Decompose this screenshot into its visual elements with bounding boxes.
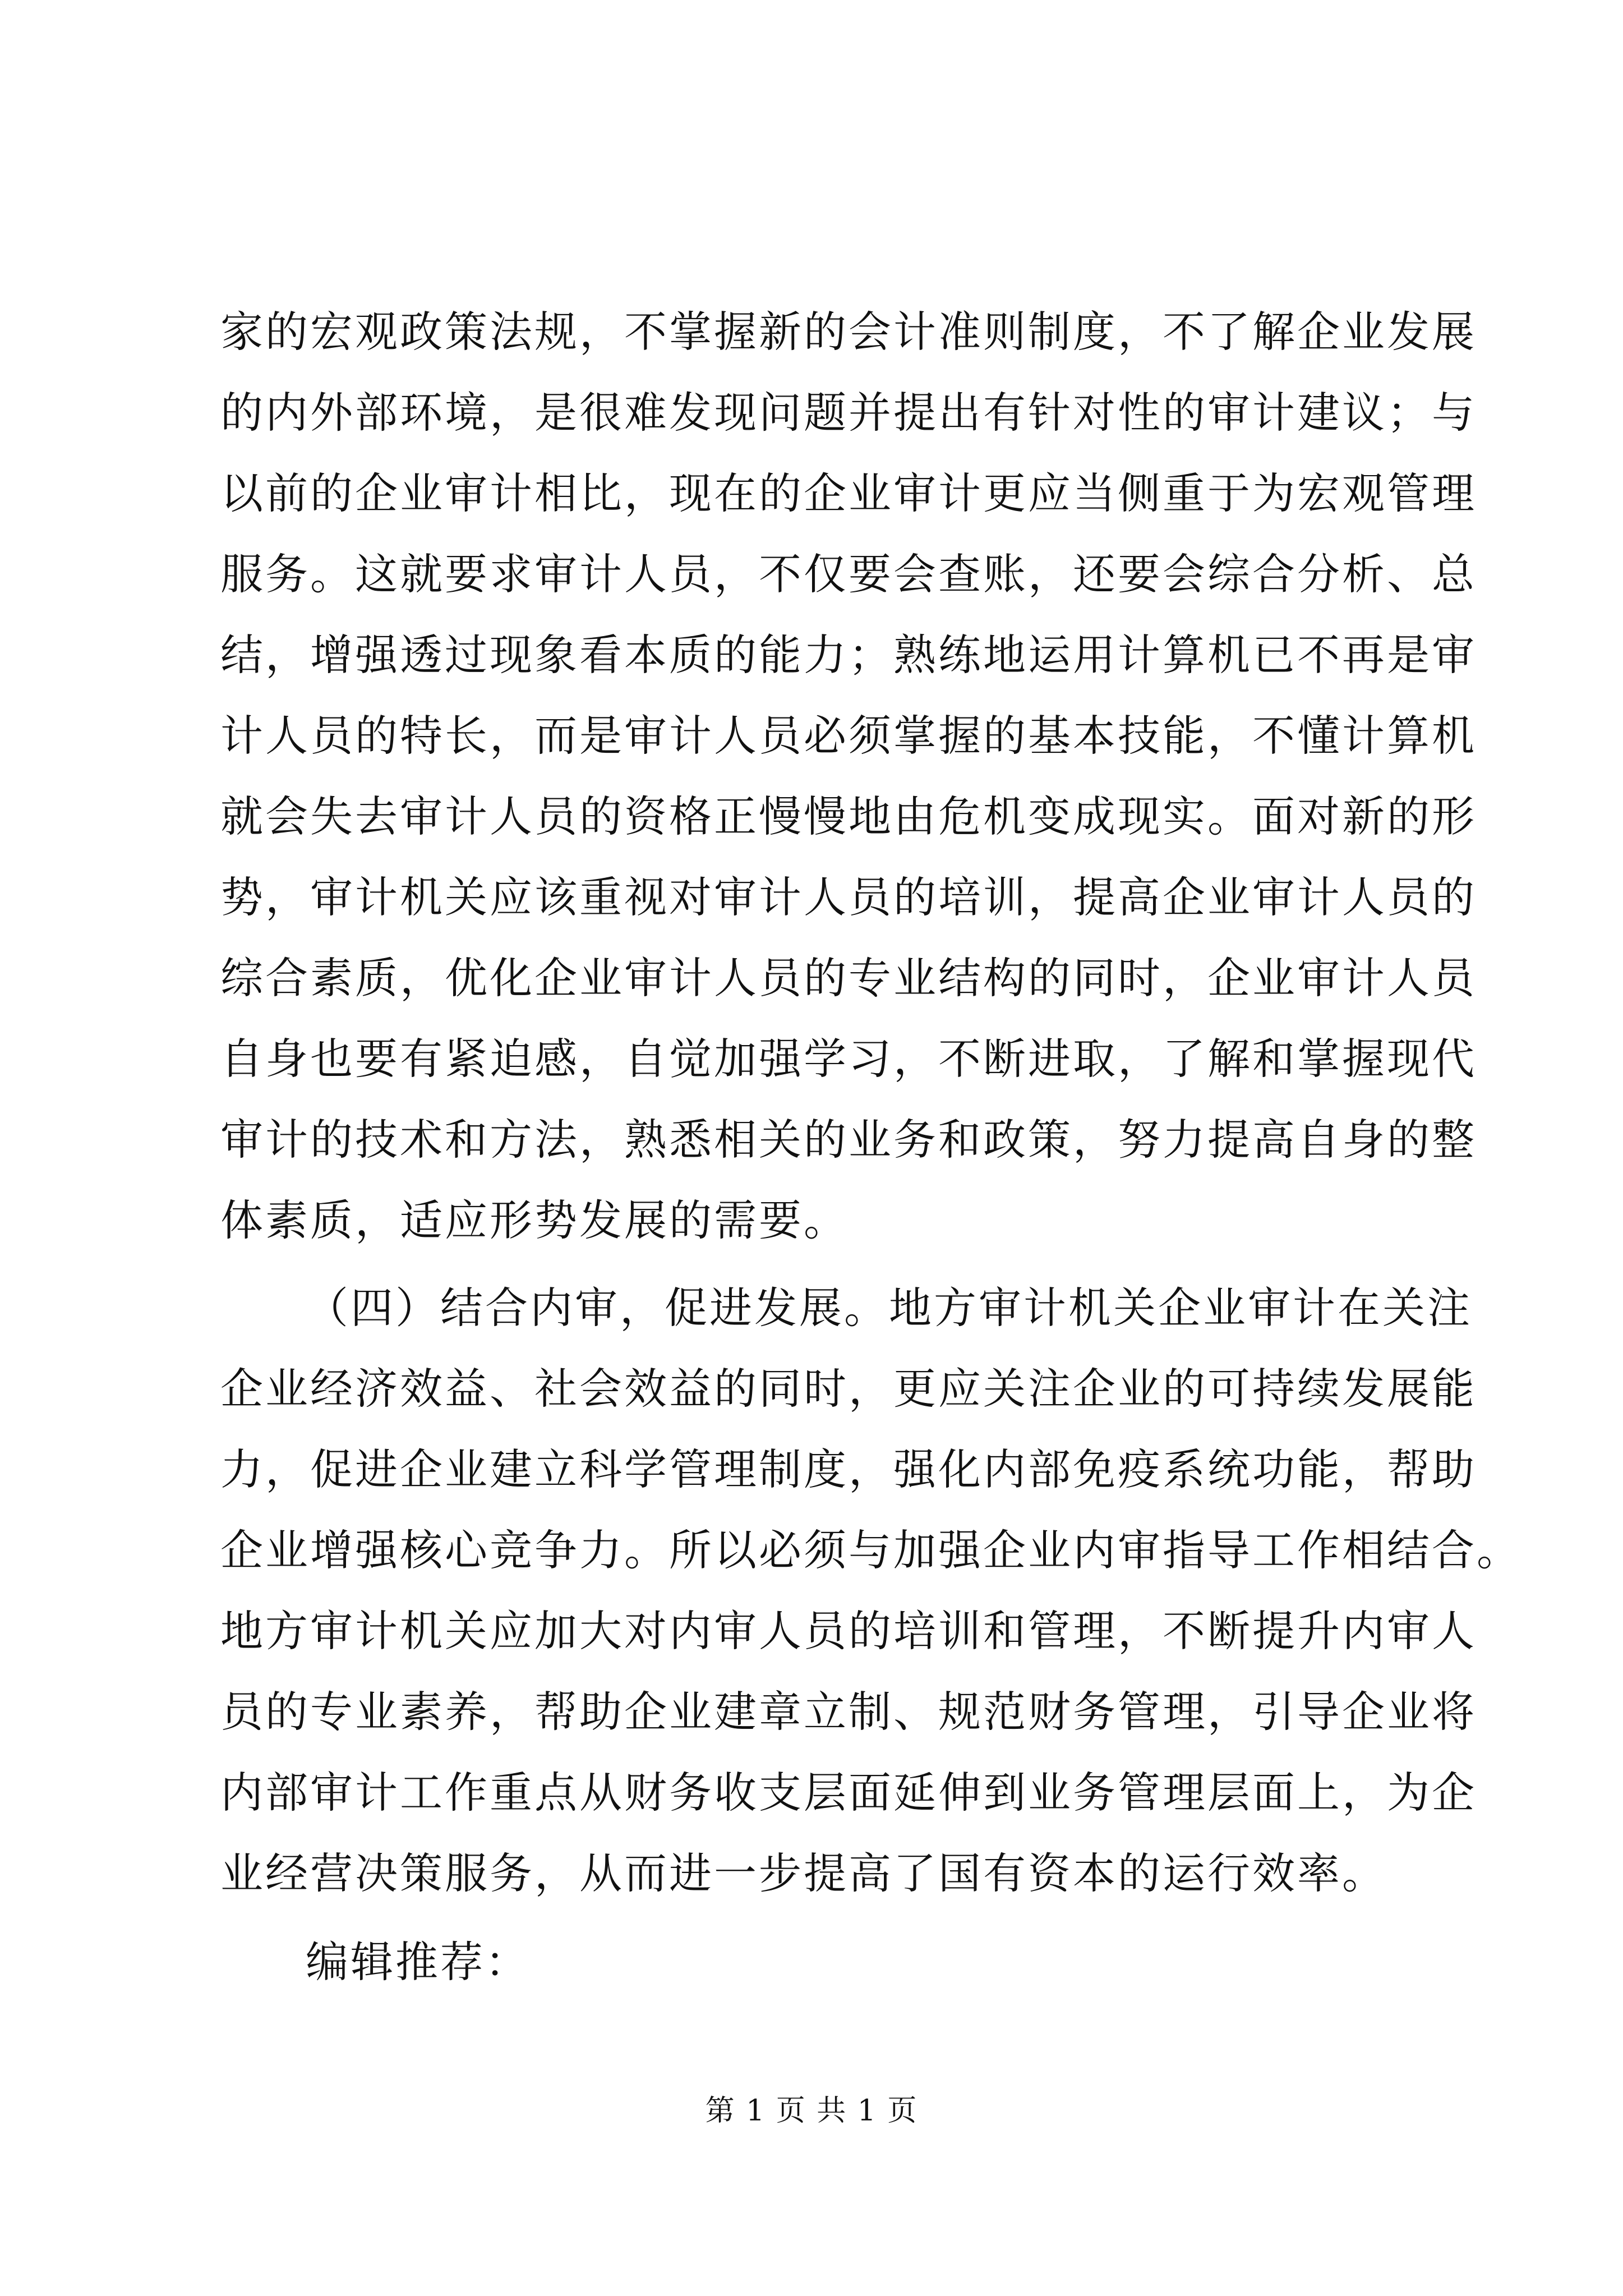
text-line: 的内外部环境，是很难发现问题并提出有针对性的审计建议；与 — [220, 388, 1477, 438]
document-body — [220, 292, 1521, 2003]
text-line: 就会失去审计人员的资格正慢慢地由危机变成现实。面对新的形 — [220, 792, 1477, 841]
text-line: 计人员的特长，而是审计人员必须掌握的基本技能，不懂计算机 — [220, 711, 1477, 761]
text-line: 审计的技术和方法，熟悉相关的业务和政策，努力提高自身的整 — [220, 1115, 1477, 1165]
text-line: 服务。这就要求审计人员，不仅要会查账，还要会综合分析、总 — [220, 549, 1477, 599]
text-line: 综合素质，优化企业审计人员的专业结构的同时，企业审计人员 — [220, 953, 1477, 1003]
text-line: 自身也要有紧迫感，自觉加强学习，不断进取，了解和掌握现代 — [220, 1034, 1477, 1084]
text-line: 以前的企业审计相比，现在的企业审计更应当侧重于为宏观管理 — [220, 468, 1477, 518]
editor-recommend-label: 编辑推荐： — [306, 1937, 530, 1987]
text-line: （四）结合内审，促进发展。地方审计机关企业审计在关注 — [306, 1283, 1472, 1333]
text-line: 结，增强透过现象看本质的能力；熟练地运用计算机已不再是审 — [220, 630, 1477, 680]
text-line: 企业经济效益、社会效益的同时，更应关注企业的可持续发展能 — [220, 1364, 1477, 1414]
text-line: 地方审计机关应加大对内审人员的培训和管理，不断提升内审人 — [220, 1606, 1477, 1656]
text-line: 员的专业素养，帮助企业建章立制、规范财务管理，引导企业将 — [220, 1687, 1477, 1737]
text-line: 内部审计工作重点从财务收支层面延伸到业务管理层面上，为企 — [220, 1768, 1477, 1818]
text-line: 企业增强核心竞争力。所以必须与加强企业内审指导工作相结合。 — [220, 1525, 1521, 1575]
text-line: 家的宏观政策法规，不掌握新的会计准则制度，不了解企业发展 — [220, 307, 1477, 357]
paragraph-2 — [220, 1268, 1521, 1914]
paragraph-1 — [220, 292, 1477, 1261]
page-footer: 第 1 页 共 1 页 — [705, 2094, 918, 2128]
text-line: 势，审计机关应该重视对审计人员的培训，提高企业审计人员的 — [220, 872, 1477, 922]
text-line: 体素质，适应形势发展的需要。 — [220, 1195, 849, 1245]
text-line: 业经营决策服务，从而进一步提高了国有资本的运行效率。 — [220, 1848, 1387, 1898]
text-line: 力，促进企业建立科学管理制度，强化内部免疫系统功能，帮助 — [220, 1444, 1477, 1494]
